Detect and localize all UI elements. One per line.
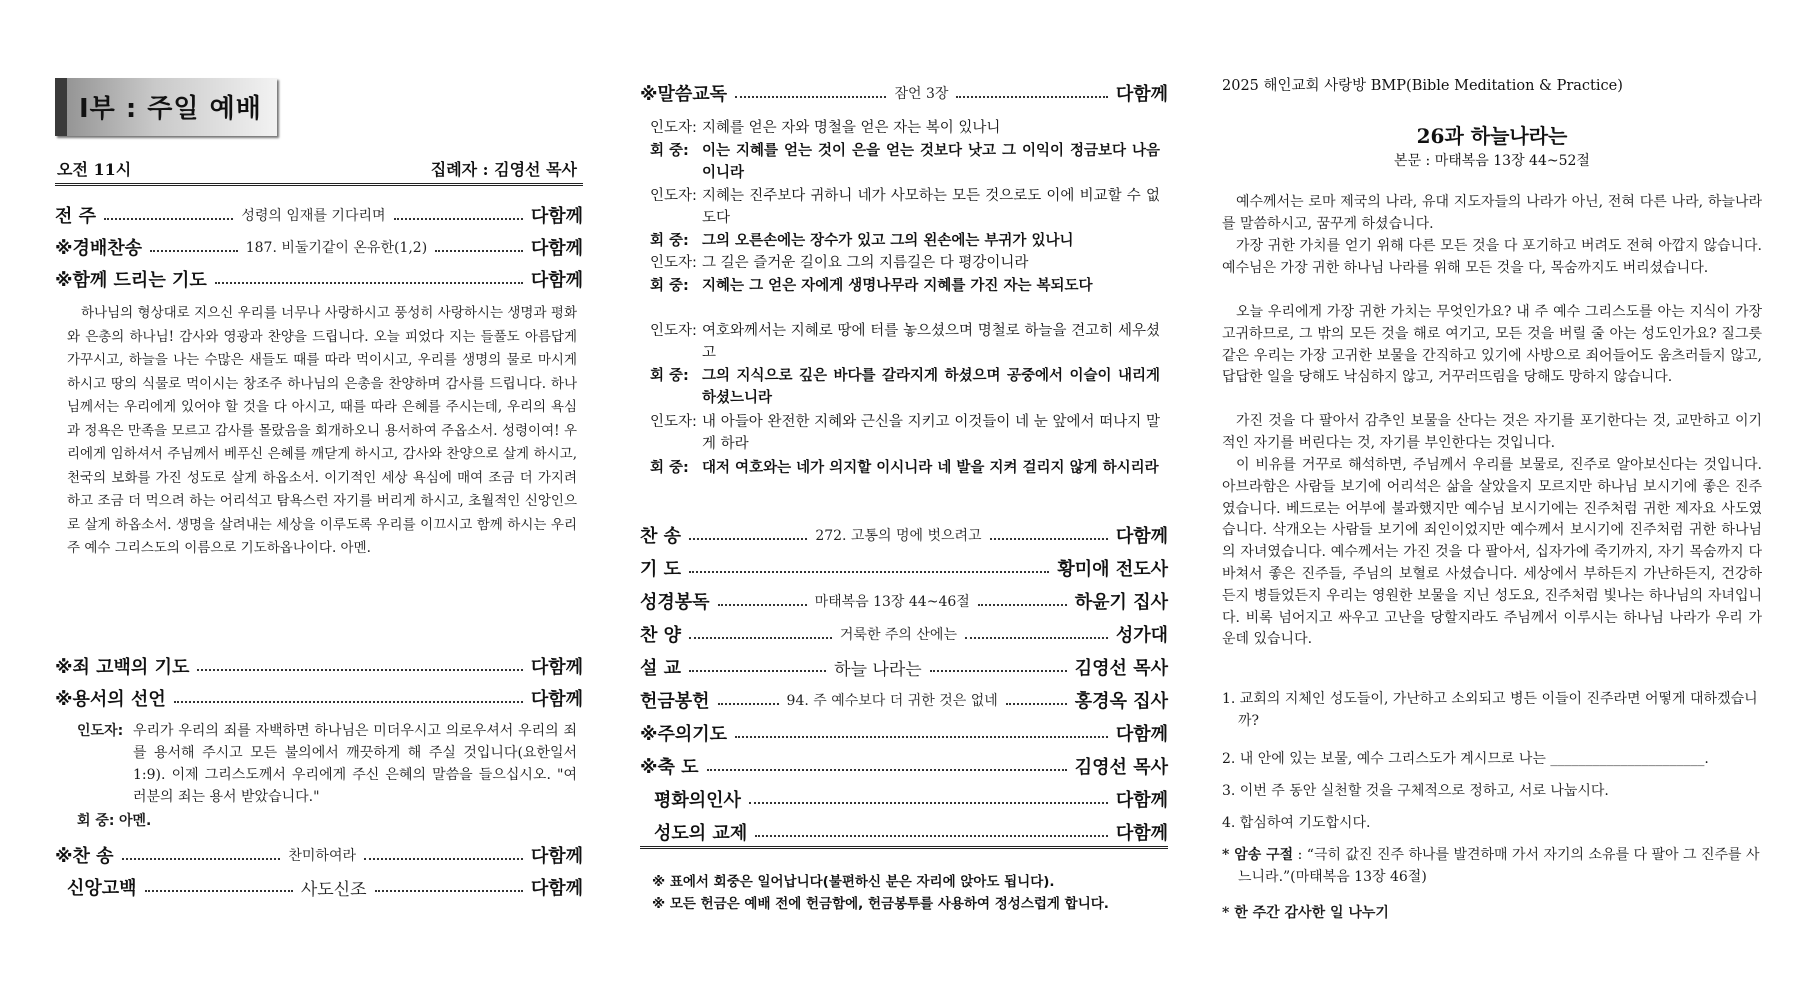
reading-speaker: 회 중: xyxy=(650,368,689,384)
item-leader: 다함께 xyxy=(1115,724,1168,745)
reading-speaker: 인도자: xyxy=(650,120,697,136)
reading-speaker: 회 중: xyxy=(650,233,689,249)
order-item-prayer xyxy=(640,553,1168,583)
lesson-title: 26과 하늘나라는 xyxy=(1416,124,1568,148)
memory-verse-text: : “극히 값진 진주 하나를 발견하매 가서 자기의 소유를 다 팔아 그 진주를 사느니라.”(마태복음 13장 46절) xyxy=(1238,847,1760,885)
item-leader: 다함께 xyxy=(1115,526,1168,547)
thanks-sharing: * 한 주간 감사한 일 나누기 xyxy=(1222,905,1389,921)
item-leader: 다함께 xyxy=(530,878,583,899)
study-paragraph: 예수께서는 로마 제국의 나라, 유대 지도자들의 나라가 아닌, 전혀 다른 나라, 하늘나라를 말씀하시고, 꿈꾸게 하셨습니다. xyxy=(1222,194,1762,232)
item-detail: 성령의 임재를 기다리며 xyxy=(241,208,386,224)
item-leader: 다함께 xyxy=(1115,823,1168,844)
reading-text: 지혜를 얻은 자와 명철을 얻은 자는 복이 있나니 xyxy=(702,120,1001,136)
order-item-hymn xyxy=(55,232,583,262)
order-item-peace-greeting xyxy=(640,784,1168,814)
reading-line xyxy=(640,276,1160,298)
note-standing: ※ 표에서 회중은 일어납니다(불편하신 분은 자리에 앉아도 됩니다). xyxy=(652,874,1055,890)
note-offering: ※ 모든 헌금은 예배 전에 헌금함에, 헌금봉투를 사용하여 정성스럽게 합니다. xyxy=(652,896,1109,912)
reading-text: 지혜는 그 얻은 자에게 생명나무라 지혜를 가진 자는 복되도다 xyxy=(702,278,1093,294)
item-detail: 94. 주 예수보다 더 귀한 것은 없네 xyxy=(786,693,998,709)
reading-text: 여호와께서는 지혜로 땅에 터를 놓으셨으며 명철로 하늘을 견고히 세우셨고 xyxy=(702,323,1160,361)
item-leader: 성가대 xyxy=(1115,625,1168,646)
order-item-prelude xyxy=(55,200,583,230)
reading-speaker: 인도자: xyxy=(650,188,697,204)
item-name: ※용서의 선언 xyxy=(55,689,166,710)
study-header: 2025 해인교회 사랑방 BMP(Bible Meditation & Practice) xyxy=(1222,78,1623,94)
reading-speaker: 회 중: xyxy=(650,143,689,159)
item-leader: 황미애 전도사 xyxy=(1057,559,1168,580)
order-item-confession xyxy=(55,651,583,681)
item-name: 신앙고백 xyxy=(67,878,137,899)
item-detail: 거룩한 주의 산에는 xyxy=(839,627,957,643)
item-leader: 다함께 xyxy=(1115,84,1169,105)
reading-speaker: 인도자: xyxy=(650,255,697,271)
response-block xyxy=(77,810,577,832)
bottom-double-rule xyxy=(640,846,1168,849)
item-leader: 다함께 xyxy=(530,657,583,678)
order-item-absolution xyxy=(55,683,583,713)
item-detail: 272. 고통의 멍에 벗으려고 xyxy=(815,528,982,544)
item-name: 성도의 교제 xyxy=(654,823,748,844)
reading-text: 이는 지혜를 얻는 것이 은을 얻는 것보다 낫고 그 이익이 정금보다 나음이니라 xyxy=(702,143,1160,181)
service-time: 오전 11시 xyxy=(57,160,132,179)
item-name: 찬 양 xyxy=(640,625,682,646)
item-leader: 다함께 xyxy=(530,846,583,867)
reading-text: 지혜는 진주보다 귀하니 네가 사모하는 모든 것으로도 이에 비교할 수 없도다 xyxy=(702,188,1160,226)
reading-speaker: 인도자: xyxy=(650,414,697,430)
item-detail: 하늘 나라는 xyxy=(834,659,922,680)
reading-speaker: 회 중: xyxy=(650,460,689,476)
order-item-benediction xyxy=(640,751,1168,781)
order-item-anthem xyxy=(640,619,1168,649)
item-detail: 찬미하여라 xyxy=(288,848,356,864)
item-leader: 김영선 목사 xyxy=(1074,658,1168,679)
absolution-text: 우리가 우리의 죄를 자백하면 하나님은 미더우시고 의로우셔서 우리의 죄를 용서해 주시고 모든 불의에서 깨끗하게 해 주실 것입니다(요한일서 1:9). 이제 그리스도께서 우리에게 주신 은혜의 말씀을 들으십시오. "여러분의 죄는 용서 받았습니다." xyxy=(133,723,577,805)
study-paragraph: 가진 것을 다 팔아서 감추인 보물을 산다는 것은 자기를 포기한다는 것, 교만하고 이기적인 자기를 버린다는 것, 자기를 부인한다는 것입니다. xyxy=(1222,413,1762,451)
item-leader: 다함께 xyxy=(530,238,583,259)
question-2: 2. 내 안에 있는 보물, 예수 그리스도가 계시므로 나는 ______________________. xyxy=(1222,751,1709,767)
question-4: 4. 합심하여 기도합시다. xyxy=(1222,815,1371,831)
lesson-scripture: 본문 : 마태복음 13장 44~52절 xyxy=(1394,153,1590,169)
worship-order-column-2 xyxy=(640,0,1170,992)
reading-line xyxy=(640,366,1160,409)
service-leader: 집례자 : 김영선 목사 xyxy=(430,160,577,179)
item-name: ※주의기도 xyxy=(640,724,728,745)
section-title: I부 : 주일 예배 xyxy=(79,94,262,124)
study-paragraph: 가장 귀한 가치를 얻기 위해 다른 모든 것을 다 포기하고 버려도 전혀 아깝지 않습니다. 예수님은 가장 귀한 하나님 나라를 위해 모든 것을 다, 목숨까지도 버리셨습니다. xyxy=(1222,238,1762,276)
item-leader: 김영선 목사 xyxy=(1074,757,1168,778)
reading-text: 그의 오른손에는 장수가 있고 그의 왼손에는 부귀가 있나니 xyxy=(702,233,1074,249)
reading-line xyxy=(640,231,1160,253)
order-item-hymn-3 xyxy=(640,520,1168,550)
item-name: 설 교 xyxy=(640,658,682,679)
order-item-fellowship xyxy=(640,817,1168,847)
response-speaker: 회 중: xyxy=(77,813,115,829)
reading-speaker: 인도자: xyxy=(650,323,697,339)
order-item-scripture-reading xyxy=(640,586,1168,616)
reading-line xyxy=(640,321,1160,364)
memory-verse xyxy=(1222,844,1762,888)
item-detail: 잠언 3장 xyxy=(894,86,949,102)
item-name: 성경봉독 xyxy=(640,592,710,613)
item-name: 찬 송 xyxy=(640,526,682,547)
order-item-offering xyxy=(640,685,1168,715)
item-name: 평화의인사 xyxy=(654,790,741,811)
reading-line xyxy=(640,412,1160,455)
item-leader: 하윤기 집사 xyxy=(1074,592,1168,613)
item-leader: 다함께 xyxy=(530,270,583,291)
reading-line xyxy=(640,458,1160,480)
response-text: 아멘. xyxy=(118,813,152,829)
item-detail: 마태복음 13장 44~46절 xyxy=(814,594,970,610)
item-name: 기 도 xyxy=(640,559,682,580)
order-item-sermon xyxy=(640,652,1168,682)
item-name: ※축 도 xyxy=(640,757,699,778)
item-leader: 홍경옥 집사 xyxy=(1074,691,1169,712)
study-paragraph: 오늘 우리에게 가장 귀한 가치는 무엇인가요? 내 주 예수 그리스도를 아는 지식이 가장 고귀하므로, 그 밖의 모든 것을 해로 여기고, 모든 것을 버릴 줄 아는 성도인가요? 질그릇 같은 우리는 가장 고귀한 보물을 간직하고 있기에 사방으로 죄어들어도 움츠러들지 않고, 답답한 일을 당해도 낙심하지 않고, 거꾸러뜨림을 당해도 망하지 않습니다. xyxy=(1222,304,1762,386)
question-3: 3. 이번 주 동안 실천할 것을 구체적으로 정하고, 서로 나눕시다. xyxy=(1222,783,1609,799)
title-accent-bar xyxy=(55,78,67,136)
absolution-speaker: 인도자: xyxy=(77,723,124,739)
worship-order-column-1 xyxy=(55,0,585,992)
reading-line xyxy=(640,253,1160,275)
item-detail: 사도신조 xyxy=(300,879,367,900)
reading-text: 그의 지식으로 깊은 바다를 갈라지게 하셨으며 공중에서 이슬이 내리게 하셨느니라 xyxy=(702,368,1160,406)
reading-text: 대저 여호와는 네가 의지할 이시니라 네 발을 지켜 걸리지 않게 하시리라 xyxy=(702,460,1159,476)
study-paragraph: 이 비유를 거꾸로 해석하면, 주님께서 우리를 보물로, 진주로 알아보신다는 것입니다. 아브라함은 사람들 보기에 어리석은 삶을 살았을지 모르지만 하나님 보시기에 좋은 진주였습니다. 베드로는 어부에 불과했지만 예수님 보시기에는 진주처럼 귀한 제자요 사도였습니다. 삭개오는 사람들 보기에 죄인이었지만 예수께서 보시기에 진주처럼 귀한 하나님의 자녀였습니다. 예수께서는 가진 것을 다 팔아서, 십자가에 죽기까지, 자기 목숨까지 다 바쳐서 좋은 진주들, 주님의 보혈로 사셨습니다. 세상에서 부하든지 가난하든지, 건강하든지 병들었든지 우리는 영원한 보물을 지닌 성도요, 진주처럼 빛나는 하나님의 자녀입니다. 비록 넘어지고 싸우고 고난을 당할지라도 주님께서 이루시는 하나님 나라가 우리 가운데 있습니다. xyxy=(1222,457,1762,648)
item-detail: 187. 비둘기같이 온유한(1,2) xyxy=(245,240,428,256)
common-prayer-text: 하나님의 형상대로 지으신 우리를 너무나 사랑하시고 풍성히 사랑하시는 생명과 평화와 은총의 하나님! 감사와 영광과 찬양을 드립니다. 오늘 피었다 지는 들풀도 아름답게 가꾸시고, 하늘을 나는 수많은 새들도 때를 따라 먹이시고, 우리를 생명의 물로 마시게 하시고 땅의 식물로 먹이시는 창조주 하나님의 은총을 찬양하며 감사를 드립니다. 하나님께서는 우리에게 있어야 할 것을 다 아시고, 때를 따라 은혜를 주시는데, 우리의 욕심과 정욕은 만족을 모르고 감사를 몰랐음을 회개하오니 용서하여 주옵소서. 성령이여! 우리에게 임하셔서 주님께서 베푸신 은혜를 깨닫게 하시고, 감사와 찬양으로 살게 하시고, 천국의 보화를 가진 성도로 살게 하옵소서. 이기적인 세상 욕심에 매여 조금 더 가지려 하고 조금 더 먹으려 하는 어리석고 탐욕스런 자기를 버리게 하시고, 초월적인 신앙인으로 살게 하옵소서. 생명을 살려내는 세상을 이루도록 우리를 이끄시고 함께 하시는 우리 주 예수 그리스도의 이름으로 기도하옵나이다. 아멘. xyxy=(67,305,577,556)
time-leader-row xyxy=(55,155,583,186)
item-name: ※죄 고백의 기도 xyxy=(55,657,190,678)
item-name: ※함께 드리는 기도 xyxy=(55,270,207,291)
question-1: 1. 교회의 지체인 성도들이, 가난하고 소외되고 병든 이들이 진주라면 어떻게 대하겠습니까? xyxy=(1222,691,1758,729)
order-item-creed xyxy=(55,872,583,902)
order-item-lords-prayer xyxy=(640,718,1168,748)
item-name: ※말씀교독 xyxy=(640,84,728,105)
item-name: 전 주 xyxy=(55,206,97,227)
item-name: ※찬 송 xyxy=(55,846,114,867)
order-item-responsive-reading xyxy=(640,78,1168,108)
item-name: ※경배찬송 xyxy=(55,238,143,259)
reading-speaker: 회 중: xyxy=(650,278,689,294)
order-item-common-prayer xyxy=(55,264,583,294)
absolution-block xyxy=(77,720,577,808)
item-leader: 다함께 xyxy=(530,689,583,710)
section-title-box xyxy=(55,78,277,136)
reading-line xyxy=(640,118,1160,140)
reading-text: 그 길은 즐거운 길이요 그의 지름길은 다 평강이니라 xyxy=(702,255,1029,271)
reading-text: 내 아들아 완전한 지혜와 근신을 지키고 이것들이 네 눈 앞에서 떠나지 말게 하라 xyxy=(702,414,1160,452)
reading-line xyxy=(640,186,1160,229)
item-leader: 다함께 xyxy=(530,206,584,227)
reading-line xyxy=(640,141,1160,184)
order-item-hymn-2 xyxy=(55,840,583,870)
memory-verse-label: * 암송 구절 xyxy=(1222,847,1294,863)
item-name: 헌금봉헌 xyxy=(640,691,710,712)
bible-study-column xyxy=(1222,0,1762,992)
item-leader: 다함께 xyxy=(1115,790,1168,811)
